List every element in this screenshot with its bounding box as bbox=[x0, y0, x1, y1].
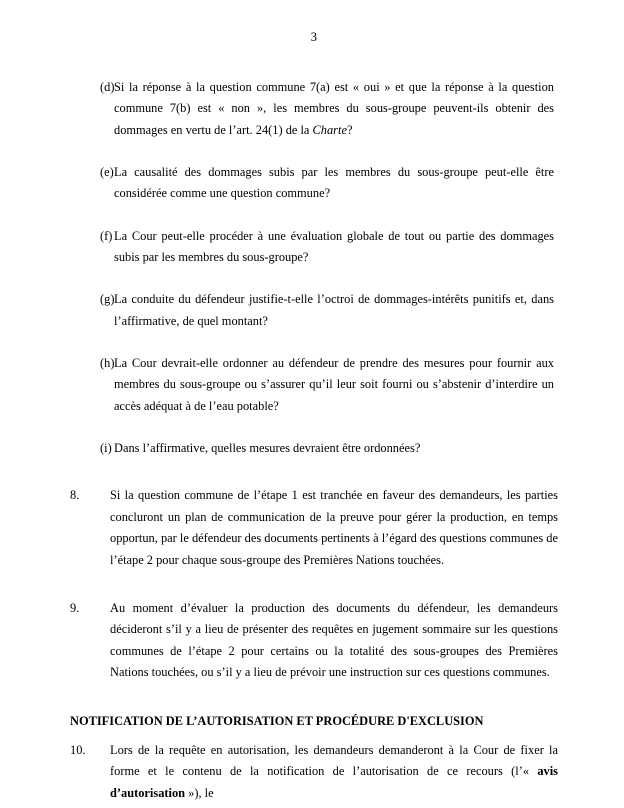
paragraph-9 bbox=[70, 598, 558, 684]
list-item bbox=[70, 77, 558, 141]
paragraph-number: 9. bbox=[70, 600, 80, 615]
list-item-text: La conduite du défendeur justifie-t-elle l’octroi de dommages-intérêts punitifs et, dans l’affirmative, de quel montant? bbox=[114, 292, 554, 328]
list-item-text: Dans l’affirmative, quelles mesures devraient être ordonnées? bbox=[114, 440, 421, 455]
list-item-text: La causalité des dommages subis par les membres du sous-groupe peut-elle être considérée comme une question commune? bbox=[114, 164, 554, 201]
lettered-list bbox=[70, 77, 558, 459]
list-item-italic-term: Charte bbox=[312, 122, 347, 137]
paragraph-number: 10. bbox=[70, 742, 86, 757]
list-item bbox=[70, 289, 558, 332]
list-item bbox=[70, 438, 558, 459]
list-item-label: (d) bbox=[100, 80, 115, 94]
paragraph-text-tail: »), le bbox=[185, 785, 214, 800]
list-item-label: (f) bbox=[100, 228, 113, 243]
paragraph-text bbox=[110, 740, 558, 805]
list-item-text: La Cour peut-elle procéder à une évaluation globale de tout ou partie des dommages subis par les membres du sous-groupe? bbox=[114, 228, 554, 264]
list-item-text-part: Si la réponse à la question commune 7(a) est « oui » et que la réponse à la question commune 7(b) est « non », les membres du sous-groupe peuvent-ils obtenir des dommages en vertu de l’art. 24(1) de la bbox=[114, 80, 554, 137]
list-item-text-tail: ? bbox=[346, 122, 353, 137]
page-number: 3 bbox=[310, 30, 318, 44]
paragraph-number: 8. bbox=[70, 488, 80, 503]
list-item-label: (e) bbox=[100, 164, 114, 179]
list-item-label: (g) bbox=[100, 292, 115, 307]
paragraph-bold-term: avis d’autorisation bbox=[110, 764, 558, 800]
paragraph-text: Si la question commune de l’étape 1 est tranchée en faveur des demandeurs, les parties concluront un plan de communication de la preuve pour gérer la production, en temps opportun, par le défendeur des documents pertinents à l’égard des questions communes de l’étape 2 pour chaque sous-groupe des Premières Nations touchées. bbox=[110, 488, 558, 567]
list-item-label: (i) bbox=[100, 440, 112, 455]
section-heading: NOTIFICATION DE L’AUTORISATION ET PROCÉDURE D'EXCLUSION bbox=[70, 713, 484, 728]
list-item-text bbox=[114, 77, 558, 141]
list-item bbox=[70, 353, 558, 417]
paragraph-text: Au moment d’évaluer la production des documents du défendeur, les demandeurs décideront s’il y a lieu de présenter des requêtes en jugement sommaire sur les questions communes de l’étape 2 pour certains ou la totalité des sous-groupes des Premières Nations touchées, ou s’il y a lieu de prévoir une instruction sur ces questions communes. bbox=[110, 600, 558, 680]
paragraph-text-part: Lors de la requête en autorisation, les demandeurs demanderont à la Cour de fixer la forme et le contenu de la notification de l’autorisation de ce recours (l’« bbox=[110, 742, 558, 779]
paragraph-8 bbox=[70, 485, 558, 571]
paragraph-10 bbox=[70, 740, 558, 805]
list-item bbox=[70, 226, 558, 269]
list-item-label: (h) bbox=[100, 355, 115, 370]
list-item bbox=[70, 162, 558, 205]
list-item-text: La Cour devrait-elle ordonner au défendeur de prendre des mesures pour fournir aux membres du sous-groupe ou s’assurer qu’il leur soit fourni ou s’abstenir d’interdire un accès adéquat à de l’eau potable? bbox=[114, 355, 554, 413]
